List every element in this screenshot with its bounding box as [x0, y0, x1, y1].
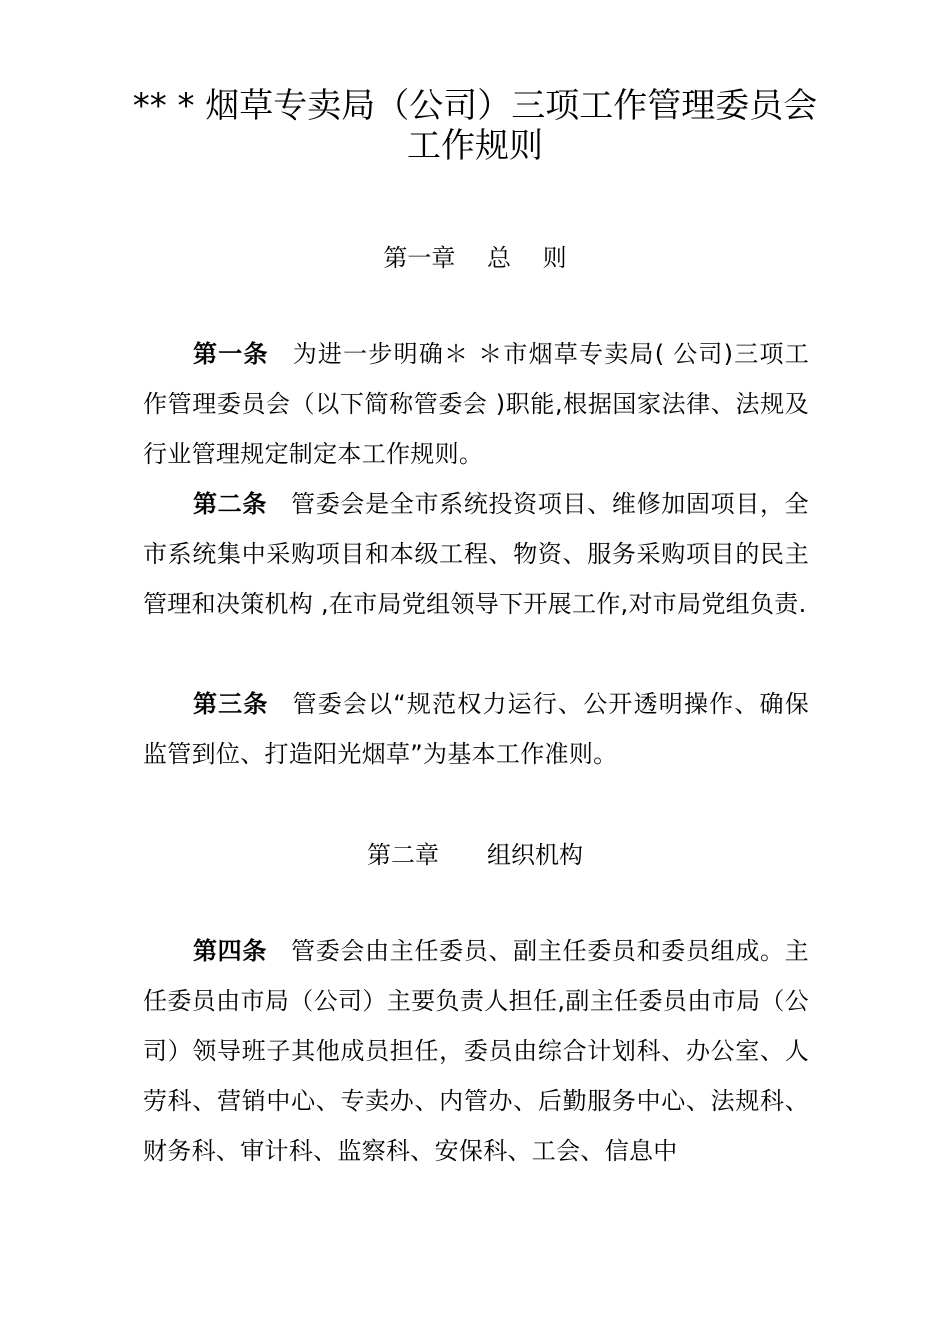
article-text: 为进一步明确＊ ＊市烟草专卖局( 公司)三项工作管理委员会（以下简称管委会 )职能,根据国家法律、法规及行业管理规定制定本工作规则。	[143, 340, 809, 468]
chapter-heading-text: 第一章 总 则	[383, 244, 567, 272]
article-text: 管委会是全市系统投资项目、维修加固项目，全市系统集中采购项目和本级工程、物资、服务采购项目的民主管理和决策机构 ,在市局党组领导下开展工作,对市局党组负责.	[143, 490, 809, 618]
article-text: 管委会以“规范权力运行、公开透明操作、确保监管到位、打造阳光烟草”为基本工作准则。	[143, 690, 809, 768]
article-label: 第二条	[193, 490, 268, 518]
article-4	[143, 926, 809, 1176]
article-3	[143, 679, 809, 779]
article-2	[143, 479, 809, 629]
article-label: 第三条	[193, 690, 269, 718]
chapter-2-heading	[0, 840, 950, 870]
chapter-1-heading	[0, 243, 950, 273]
article-label: 第一条	[193, 340, 269, 368]
chapter-heading-text: 第二章 组织机构	[367, 841, 583, 869]
document-title: ** * 烟草专卖局（公司）三项工作管理委员会工作规则	[132, 86, 818, 166]
article-label: 第四条	[193, 937, 268, 965]
article-text: 管委会由主任委员、副主任委员和委员组成。主任委员由市局（公司）主要负责人担任,副主任委员由市局（公司）领导班子其他成员担任，委员由综合计划科、办公室、人劳科、营销中心、专卖办、内管办、后勤服务中心、法规科、财务科、审计科、监察科、安保科、工会、信息中	[143, 937, 809, 1165]
article-1	[143, 329, 809, 479]
